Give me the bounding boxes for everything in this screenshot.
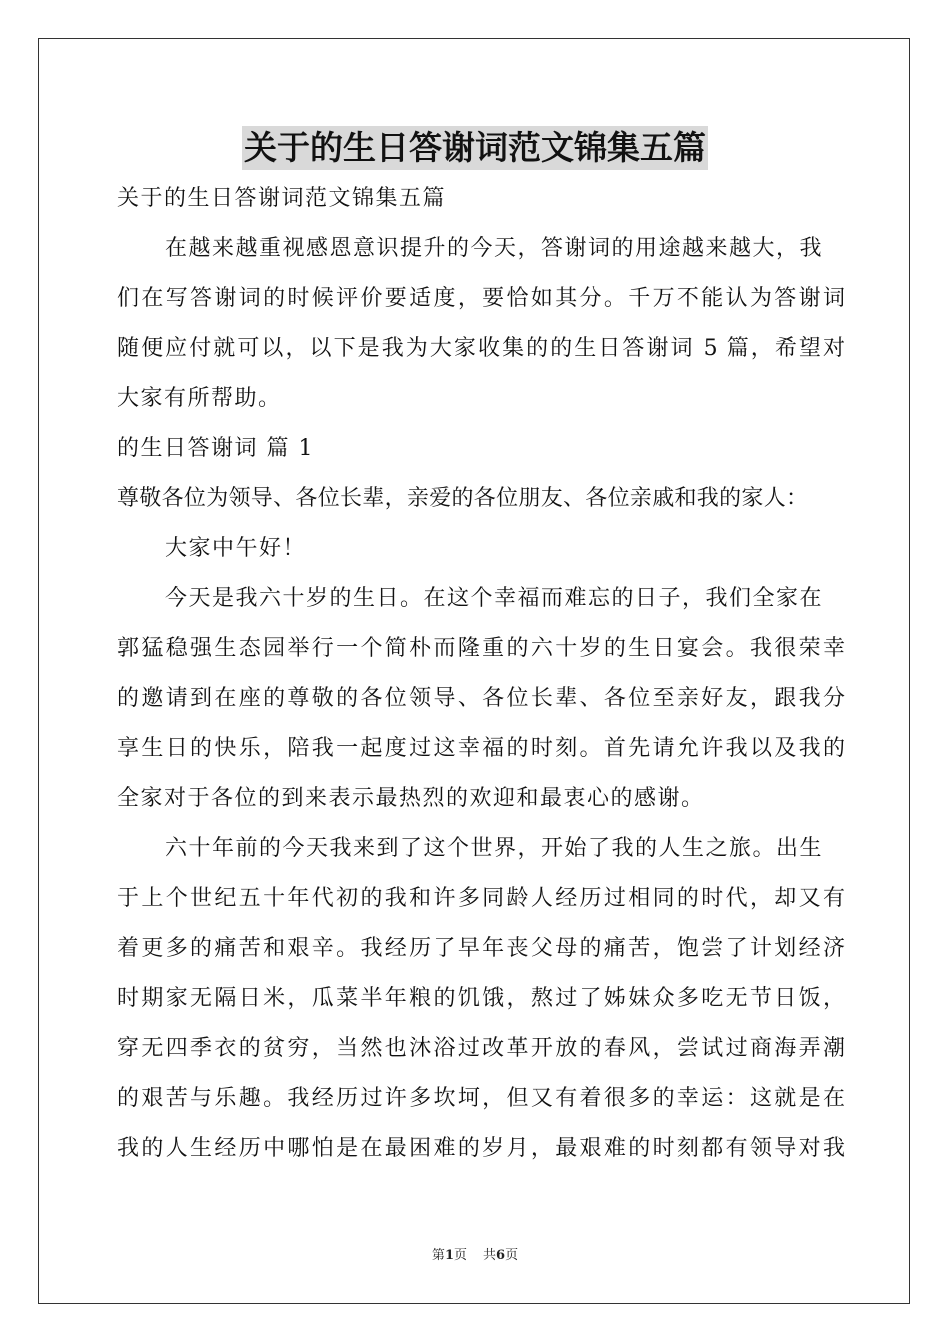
document-title: 关于的生日答谢词范文锦集五篇 xyxy=(242,126,708,170)
title-wrap xyxy=(0,126,950,170)
paragraph-line: 时期家无隔日米，瓜菜半年粮的饥饿，熬过了姊妹众多吃无节日饭， xyxy=(117,986,845,1011)
document-body xyxy=(117,174,845,1174)
greeting-line: 大家中午好！ xyxy=(165,536,307,561)
salutation-line: 尊敬各位为领导、各位长辈，亲爱的各位朋友、各位亲戚和我的家人： xyxy=(117,486,809,511)
paragraph-line: 于上个世纪五十年代初的我和许多同龄人经历过相同的时代，却又有 xyxy=(117,886,845,911)
page-footer xyxy=(0,1246,950,1266)
total-page-count: 6 xyxy=(496,1248,506,1263)
page-prefix: 第 xyxy=(431,1248,445,1263)
paragraph-line: 的邀请到在座的尊敬的各位领导、各位长辈、各位至亲好友，跟我分 xyxy=(117,686,845,711)
paragraph-line: 随便应付就可以，以下是我为大家收集的的生日答谢词 5 篇，希望对 xyxy=(117,336,845,361)
paragraph-line: 六十年前的今天我来到了这个世界，开始了我的人生之旅。出生 xyxy=(165,836,824,861)
paragraph-line: 的艰苦与乐趣。我经历过许多坎坷，但又有着很多的幸运：这就是在 xyxy=(117,1086,845,1111)
paragraph-line: 穿无四季衣的贫穷，当然也沐浴过改革开放的春风，尝试过商海弄潮 xyxy=(117,1036,845,1061)
page-suffix: 页 xyxy=(453,1248,467,1263)
paragraph-line: 我的人生经历中哪怕是在最困难的岁月，最艰难的时刻都有领导对我 xyxy=(117,1136,845,1161)
subtitle-line: 关于的生日答谢词范文锦集五篇 xyxy=(117,186,447,211)
total-suffix: 页 xyxy=(505,1248,519,1263)
paragraph-line: 今天是我六十岁的生日。在这个幸福而难忘的日子，我们全家在 xyxy=(165,586,824,611)
paragraph-line: 大家有所帮助。 xyxy=(117,386,282,411)
paragraph-line: 着更多的痛苦和艰辛。我经历了早年丧父母的痛苦，饱尝了计划经济 xyxy=(117,936,845,961)
paragraph-line: 们在写答谢词的时候评价要适度，要恰如其分。千万不能认为答谢词 xyxy=(117,286,845,311)
paragraph-line: 享生日的快乐，陪我一起度过这幸福的时刻。首先请允许我以及我的 xyxy=(117,736,845,761)
paragraph-line: 郭猛稳强生态园举行一个简朴而隆重的六十岁的生日宴会。我很荣幸 xyxy=(117,636,845,661)
paragraph-line: 在越来越重视感恩意识提升的今天，答谢词的用途越来越大，我 xyxy=(165,236,824,261)
total-prefix: 共 xyxy=(483,1248,497,1263)
section-heading: 的生日答谢词 篇 1 xyxy=(117,436,314,461)
paragraph-line: 全家对于各位的到来表示最热烈的欢迎和最衷心的感谢。 xyxy=(117,786,705,811)
current-page-number: 1 xyxy=(444,1248,454,1263)
